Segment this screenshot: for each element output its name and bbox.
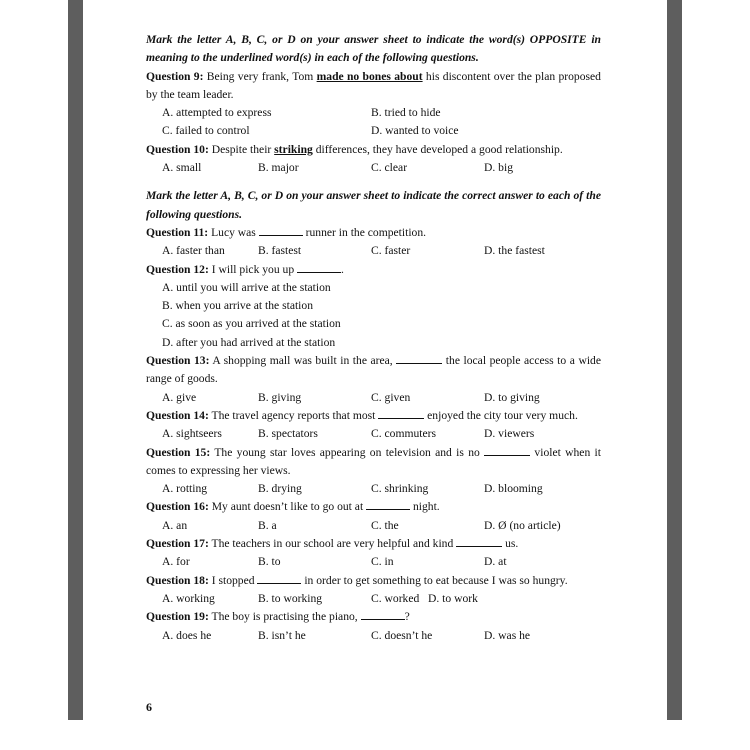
answer-blank (484, 444, 530, 456)
options-row (146, 590, 601, 608)
option-a[interactable]: A. does he (162, 628, 212, 642)
option-c[interactable]: C. in (371, 555, 394, 569)
options-list (146, 279, 601, 352)
answer-blank (257, 572, 301, 584)
option-d[interactable]: D. Ø (no article) (484, 518, 561, 532)
question-17: Question 17: The teachers in our school are very helpful and kind us. (146, 537, 519, 551)
option-b[interactable]: B. to working (258, 591, 323, 605)
option-d[interactable]: D. big (484, 161, 513, 175)
page-number: 6 (146, 700, 152, 714)
question-18: Question 18: I stopped in order to get something to eat because I was so hungry. (146, 573, 568, 587)
option-a[interactable]: A. attempted to express (162, 106, 272, 120)
underlined-phrase: striking (274, 142, 313, 156)
option-b[interactable]: B. giving (258, 390, 302, 404)
question-label: Question 15: (146, 445, 211, 459)
option-c[interactable]: C. failed to control (162, 124, 250, 138)
option-c[interactable]: C. shrinking (371, 482, 429, 496)
question-19: Question 19: The boy is practising the piano, ? (146, 610, 410, 624)
option-a[interactable]: A. give (162, 390, 197, 404)
question-14: Question 14: The travel agency reports that most enjoyed the city tour very much. (146, 408, 578, 422)
question-13: Question 13: A shopping mall was built in the area, the local people access to a wide range of goods. (146, 354, 601, 386)
option-d[interactable]: D. viewers (484, 427, 535, 441)
answer-blank (259, 224, 303, 236)
question-10: Question 10: Despite their striking differences, they have developed a good relationship. (146, 142, 563, 156)
question-16: Question 16: My aunt doesn’t like to go out at night. (146, 500, 440, 514)
option-b[interactable]: B. major (258, 161, 299, 175)
option-d[interactable]: D. to giving (484, 390, 540, 404)
options-row (146, 480, 601, 498)
instruction-correct: Mark the letter A, B, C, or D on your answer sheet to indicate the correct answer to each of the following questions. (146, 189, 601, 221)
question-15: Question 15: The young star loves appearing on television and is no violet when it comes to expressing her views. (146, 445, 601, 477)
question-label: Question 14: (146, 408, 209, 422)
option-d[interactable]: D. at (484, 555, 507, 569)
option-a[interactable]: A. faster than (162, 244, 225, 258)
option-c[interactable]: C. faster (371, 244, 411, 258)
option-d[interactable]: D. after you had arrived at the station (162, 335, 336, 349)
underlined-phrase: made no bones about (316, 69, 423, 83)
options-row (146, 627, 601, 645)
question-label: Question 12: (146, 262, 209, 276)
question-11: Question 11: Lucy was runner in the competition. (146, 225, 427, 239)
question-label: Question 13: (146, 354, 210, 368)
question-label: Question 18: (146, 573, 209, 587)
instruction-opposite: Mark the letter A, B, C, or D on your answer sheet to indicate the word(s) OPPOSITE in meaning to the underlined word(s) in each of the following questions. (146, 33, 601, 65)
option-d[interactable]: D. to work (428, 591, 478, 605)
answer-blank (378, 407, 424, 419)
option-c[interactable]: C. given (371, 390, 411, 404)
option-a[interactable]: A. small (162, 161, 202, 175)
question-label: Question 17: (146, 537, 209, 551)
question-label: Question 11: (146, 225, 209, 239)
option-a[interactable]: A. for (162, 555, 190, 569)
option-a[interactable]: A. rotting (162, 482, 208, 496)
option-d[interactable]: D. was he (484, 628, 531, 642)
options-row (146, 389, 601, 407)
options-row (146, 517, 601, 535)
document-page (83, 0, 667, 720)
option-b[interactable]: B. tried to hide (371, 106, 441, 120)
option-d[interactable]: D. wanted to voice (371, 124, 459, 138)
option-b[interactable]: B. fastest (258, 244, 302, 258)
option-c[interactable]: C. as soon as you arrived at the station (162, 317, 341, 331)
question-label: Question 9: (146, 69, 204, 83)
options-row (146, 159, 601, 177)
answer-blank (366, 498, 410, 510)
answer-blank (361, 608, 405, 620)
option-b[interactable]: B. to (258, 555, 281, 569)
question-12: Question 12: I will pick you up . (146, 262, 344, 276)
option-d[interactable]: D. blooming (484, 482, 543, 496)
option-c[interactable]: C. worked (371, 591, 420, 605)
options-row (146, 104, 601, 122)
option-b[interactable]: B. drying (258, 482, 302, 496)
options-row (146, 553, 601, 571)
answer-blank (297, 261, 341, 273)
option-c[interactable]: C. the (371, 518, 399, 532)
question-label: Question 10: (146, 142, 209, 156)
option-b[interactable]: B. spectators (258, 427, 318, 441)
option-a[interactable]: A. an (162, 518, 188, 532)
question-label: Question 16: (146, 500, 209, 514)
option-c[interactable]: C. commuters (371, 427, 437, 441)
option-a[interactable]: A. until you will arrive at the station (162, 280, 331, 294)
answer-blank (456, 535, 502, 547)
exam-content (146, 31, 601, 645)
question-label: Question 19: (146, 610, 209, 624)
option-a[interactable]: A. working (162, 591, 215, 605)
option-b[interactable]: B. when you arrive at the station (162, 299, 314, 313)
option-d[interactable]: D. the fastest (484, 244, 545, 258)
option-a[interactable]: A. sightseers (162, 427, 222, 441)
option-b[interactable]: B. a (258, 518, 277, 532)
answer-blank (396, 352, 442, 364)
options-row (146, 242, 601, 260)
option-b[interactable]: B. isn’t he (258, 628, 306, 642)
option-c[interactable]: C. doesn’t he (371, 628, 433, 642)
options-row (146, 122, 601, 140)
option-c[interactable]: C. clear (371, 161, 408, 175)
question-9: Question 9: Being very frank, Tom made no bones about his discontent over the plan proposed by the team leader. (146, 69, 601, 101)
options-row (146, 425, 601, 443)
